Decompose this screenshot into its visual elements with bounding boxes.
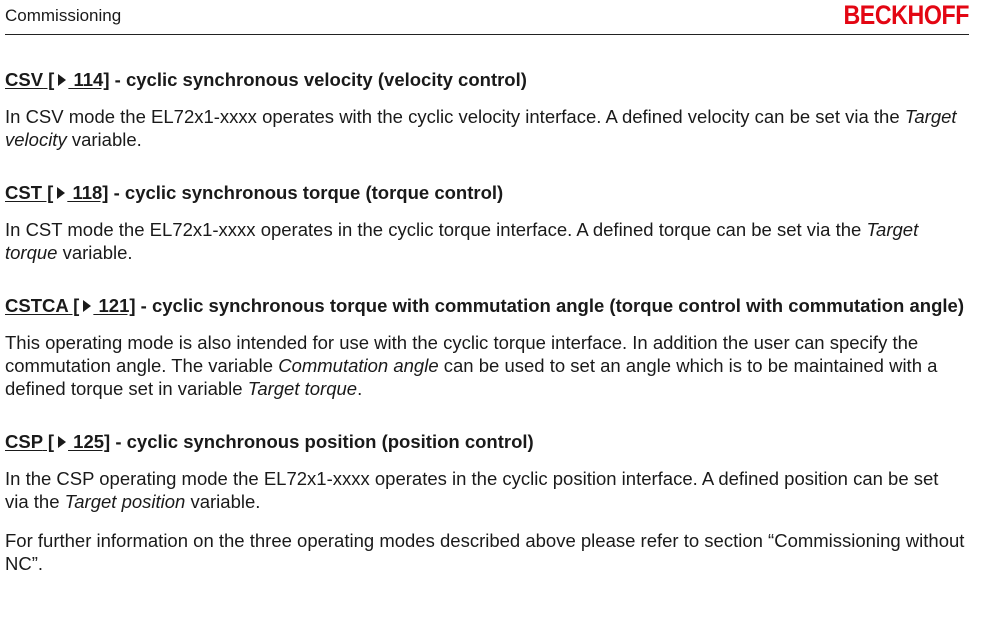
footer-note: For further information on the three operating modes described above please refer to section “Commissioning without NC”.	[5, 530, 965, 574]
variable-name: Target torque	[247, 378, 358, 399]
heading-text: - cyclic synchronous torque (torque control)	[108, 182, 504, 203]
xref-link-cstca[interactable]	[5, 295, 136, 316]
ref-page: 114]	[68, 69, 110, 90]
beckhoff-logo: BECKHOFF	[843, 0, 969, 30]
heading-text: - cyclic synchronous torque with commutation angle (torque control with commutation angle)	[135, 295, 964, 316]
body-text: This operating mode is also intended for use with the cyclic torque interface. In addition the user can specify the commutation angle. The variable	[5, 332, 919, 376]
header-title: Commissioning	[5, 6, 122, 25]
section-heading-cst	[5, 181, 965, 204]
variable-name: Target velocity	[5, 106, 957, 150]
variable-name: Commutation angle	[278, 355, 439, 376]
xref-link-csv[interactable]	[5, 69, 110, 90]
xref-link-cst[interactable]	[5, 182, 108, 203]
variable-name: Target torque	[5, 219, 919, 263]
ref-bracket: [	[43, 69, 55, 90]
variable-name: Target position	[64, 491, 186, 512]
mode-name: CST	[5, 182, 42, 203]
mode-name: CSP	[5, 431, 43, 452]
section-heading-csp	[5, 430, 965, 453]
body-text: variable.	[57, 242, 133, 263]
section-body-csv	[5, 105, 965, 151]
body-text: .	[357, 378, 363, 399]
section-body-csp	[5, 467, 965, 513]
page-arrow-icon	[58, 436, 66, 448]
mode-name: CSTCA	[5, 295, 69, 316]
ref-bracket: [	[42, 431, 55, 452]
section-body-cstca	[5, 331, 965, 400]
mode-name: CSV	[5, 69, 44, 90]
page-arrow-icon	[58, 74, 66, 86]
body-text: In CST mode the EL72x1-xxxx operates in the cyclic torque interface. A defined torque can be set via the	[5, 219, 867, 240]
ref-bracket: [	[42, 182, 54, 203]
body-text: can be used to set an angle which is to be maintained with a defined torque set in variable	[5, 355, 938, 399]
body-text: variable.	[66, 129, 142, 150]
ref-page: 118]	[67, 182, 109, 203]
body-text: In the CSP operating mode the EL72x1-xxxx operates in the cyclic position interface. A defined position can be set via the	[5, 468, 939, 512]
page-arrow-icon	[83, 300, 91, 312]
section-heading-csv	[5, 68, 965, 91]
body-text: variable.	[185, 491, 261, 512]
body-text: In CSV mode the EL72x1-xxxx operates with the cyclic velocity interface. A defined velocity can be set via the	[5, 106, 905, 127]
ref-bracket: [	[68, 295, 80, 316]
section-heading-cstca	[5, 294, 965, 317]
heading-text: - cyclic synchronous position (position control)	[110, 431, 534, 452]
ref-page: 125]	[68, 431, 111, 452]
page-header	[5, 0, 969, 35]
xref-link-csp[interactable]	[5, 431, 110, 452]
heading-text: - cyclic synchronous velocity (velocity control)	[109, 69, 527, 90]
page-content	[5, 68, 965, 605]
page-arrow-icon	[57, 187, 65, 199]
ref-page: 121]	[93, 295, 136, 316]
section-body-cst	[5, 218, 965, 264]
